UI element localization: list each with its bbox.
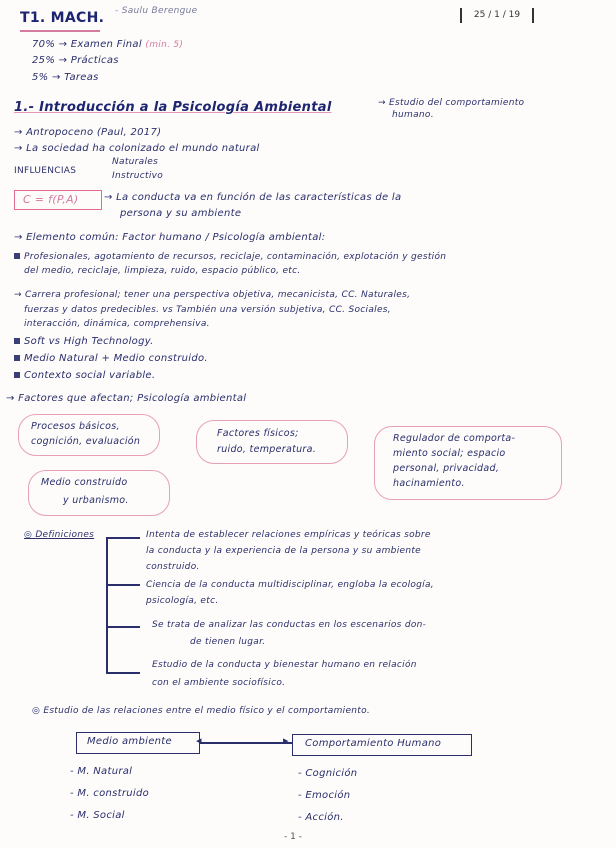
influencias-natural: Naturales (112, 157, 159, 167)
right-item-2: - Emoción (298, 790, 351, 801)
grading-item-1: 70% → Examen Final (min. 5) (32, 39, 184, 50)
cloud-medio-line-1: Medio construido (41, 477, 128, 488)
antropoceno-line: → Antropoceno (Paul, 2017) (14, 127, 162, 138)
prof-line-1: Profesionales, agotamiento de recursos, reciclaje, contaminación, explotación y gestión (14, 252, 446, 262)
cloud-medio-line-2: y urbanismo. (63, 495, 129, 506)
def-connector-3 (106, 626, 140, 628)
def-2-line-2: psicología, etc. (146, 596, 219, 606)
soft-line: Soft vs High Technology. (14, 336, 154, 347)
formula-desc-2: persona y su ambiente (120, 208, 242, 219)
comportamiento-box (292, 734, 472, 756)
left-item-2: - M. construido (70, 788, 150, 799)
left-item-1: - M. Natural (70, 766, 133, 777)
elemento-line: → Elemento común: Factor humano / Psicología ambiental: (14, 232, 326, 243)
page-number: - 1 - (284, 832, 302, 842)
prof-line-2: del medio, reciclaje, limpieza, ruido, espacio público, etc. (24, 266, 301, 276)
cloud-factores-line-2: ruido, temperatura. (217, 444, 317, 455)
def-3-line-2: de tienen lugar. (190, 637, 266, 647)
heading-aside-2: humano. (392, 110, 434, 120)
cloud-procesos-line-1: Procesos básicos, (31, 421, 120, 432)
carrera-line-3: interacción, dinámica, comprehensiva. (24, 319, 210, 329)
page-title: T1. MACH. (20, 10, 105, 26)
def-connector-1 (106, 537, 140, 539)
def-1-line-1: Intenta de establecer relaciones empíricas y teóricas sobre (146, 530, 431, 540)
cloud-factores-line-1: Factores físicos; (217, 428, 299, 439)
def-4-line-2: con el ambiente sociofísico. (152, 678, 286, 688)
grading-item-2: 25% → Prácticas (32, 55, 119, 66)
estudio-line: ◎ Estudio de las relaciones entre el medio físico y el comportamiento. (32, 706, 371, 716)
sociedad-line: → La sociedad ha colonizado el mundo natural (14, 143, 260, 154)
author-name: - Saulu Berengue (115, 6, 198, 16)
def-1-line-3: construido. (146, 562, 200, 572)
right-item-1: - Cognición (298, 768, 358, 779)
definiciones-label: ◎ Definiciones (24, 530, 95, 540)
cloud-regulador-line-4: hacinamiento. (393, 478, 465, 489)
title-underline (20, 30, 100, 32)
medio-line: Medio Natural + Medio construido. (14, 353, 208, 364)
formula: C = f(P,A) (23, 193, 79, 206)
medio-ambiente-box (76, 732, 200, 754)
cloud-regulador-line-1: Regulador de comporta- (393, 433, 516, 444)
def-4-line-1: Estudio de la conducta y bienestar humano en relación (152, 660, 417, 670)
comportamiento-label: Comportamiento Humano (305, 738, 442, 749)
cloud-regulador (374, 426, 562, 500)
def-2-line-1: Ciencia de la conducta multidisciplinar, engloba la ecología, (146, 580, 434, 590)
cloud-medio (28, 470, 170, 516)
cloud-regulador-line-3: personal, privacidad, (393, 463, 500, 474)
formula-box (14, 190, 102, 210)
left-item-3: - M. Social (70, 810, 125, 821)
arrow-head-right-icon: ▸ (283, 734, 289, 747)
cloud-procesos-line-2: cognición, evaluación (31, 436, 141, 447)
factores-line: → Factores que afectan; Psicología ambiental (6, 393, 247, 404)
influencias-instructivo: Instructivo (112, 171, 164, 181)
cloud-procesos (18, 414, 160, 456)
cloud-regulador-line-2: miento social; espacio (393, 448, 506, 459)
diagram-arrow (200, 742, 292, 744)
formula-desc-1: → La conducta va en función de las características de la (104, 192, 402, 203)
grading-item-3: 5% → Tareas (32, 72, 99, 83)
influencias-label: INFLUENCIAS (14, 166, 77, 176)
heading-aside: → Estudio del comportamiento (378, 98, 525, 108)
right-item-3: - Acción. (298, 812, 344, 823)
carrera-line-1: → Carrera profesional; tener una perspectiva objetiva, mecanicista, CC. Naturales, (14, 290, 411, 300)
carrera-line-2: fuerzas y datos predecibles. vs También una versión subjetiva, CC. Sociales, (24, 305, 391, 315)
section-heading: 1.- Introducción a la Psicología Ambiental (14, 100, 332, 115)
def-connector-2 (106, 584, 140, 586)
def-3-line-1: Se trata de analizar las conductas en los escenarios don- (152, 620, 427, 630)
cloud-factores (196, 420, 348, 464)
definiciones-vertical-line (106, 537, 108, 673)
contexto-line: Contexto social variable. (14, 370, 155, 381)
def-connector-4 (106, 672, 140, 674)
def-1-line-2: la conducta y la experiencia de la persona y su ambiente (146, 546, 422, 556)
arrow-head-left-icon: ◂ (196, 734, 202, 747)
medio-ambiente-label: Medio ambiente (87, 736, 172, 747)
date-box: 25 / 1 / 19 (460, 8, 534, 23)
